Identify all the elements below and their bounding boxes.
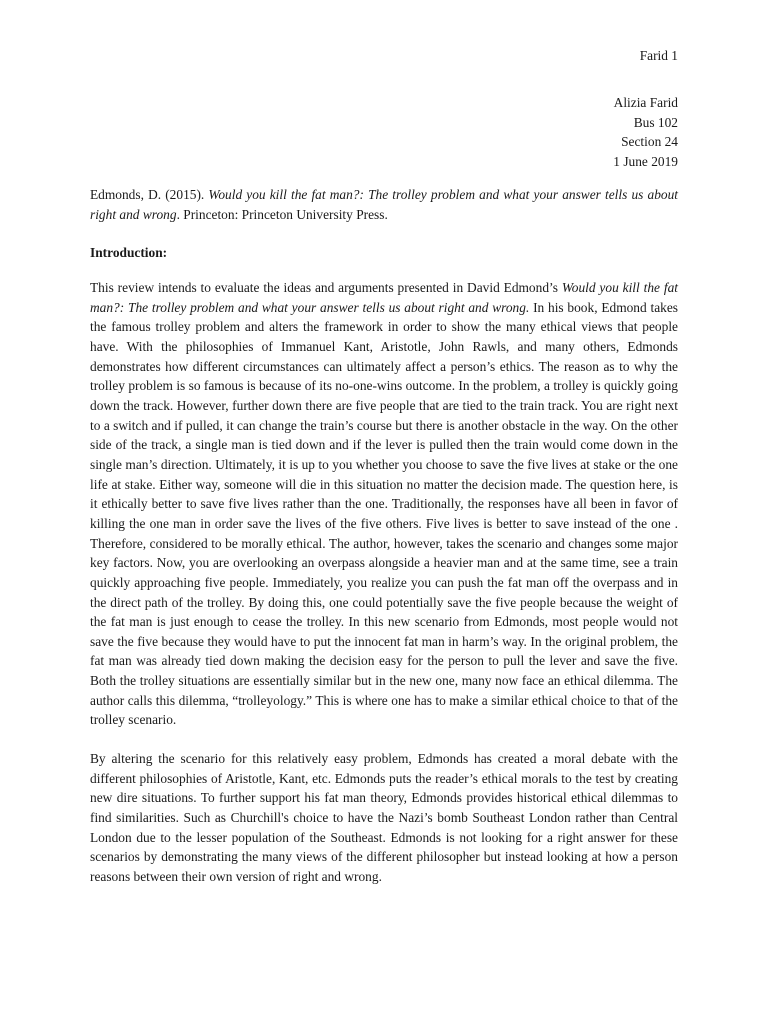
introduction-paragraph-2: By altering the scenario for this relatively easy problem, Edmonds has created a moral debate with the different philosophies of Aristotle, Kant, etc. Edmonds puts the reader’s ethical morals to the test by creating new dire situations. To further support his fat man theory, Edmonds provides historical ethical dilemmas to find similarities. Such as Churchill's choice to have the Nazi’s bomb Southeast London rather than Central London due to the lesser population of the Southeast. Edmonds is not looking for a right answer for these scenarios by demonstrating the many views of the different philosopher but instead looking at how a person reasons between their own version of right and wrong. [90, 751, 678, 884]
author-name: Alizia Farid [613, 95, 678, 110]
citation-prefix: Edmonds, D. (2015). [90, 187, 209, 202]
paragraph-1-body: In his book, Edmond takes the famous trolley problem and alters the framework in order to show the many ethical views that people have. With the philosophies of Immanuel Kant, Aristotle, John Rawls, and many others, Edmonds demonstrates how different circumstances can ultimately affect a person’s ethics. The reason as to why the trolley problem is so famous is because of its no-one-wins outcome. In the problem, a trolley is quickly going down the track. However, further down there are five people that are tied to the train track. You are right next to a switch and if pulled, it can change the train’s course but there is another obstacle in the way. On the other side of the track, a single man is tied down and if the lever is pulled then the train would come down in the single man’s direction. Ultimately, it is up to you whether you choose to save the five lives at stake or the one life at stake. Either way, someone will die in this situation no matter the decision made. The question here, is it ethically better to save five lives rather than the one. Traditionally, the responses have all been in favor of killing the one man in order save the lives of the five others. Five lives is better to save instead of the one . Therefore, considered to be morally ethical. The author, however, takes the scenario and changes some major key factors. Now, you are overlooking an overpass alongside a heavier man and at the same time, see a train quickly approaching five people. Immediately, you realize you can push the fat man off the overpass and in the direct path of the trolley. By doing this, one could potentially save the five people because the weight of the fat man is just enough to cease the trolley. In this new scenario from Edmonds, most people would not save the five because they would have to put the innocent fat man in harm’s way. In the original problem, the fat man was already tied down making the decision easy for the person to pull the lever and save the five. Both the trolley situations are essentially similar but in the new one, many now face an ethical dilemma. The author calls this dilemma, “trolleyology.” This is where one has to make a similar ethical choice to that of the trolley scenario. [90, 299, 678, 728]
citation-suffix: . Princeton: Princeton University Press. [176, 206, 388, 222]
introduction-heading: Introduction: [90, 245, 168, 260]
document-date: 1 June 2019 [613, 153, 678, 169]
page-number: Farid 1 [639, 48, 678, 63]
citation [90, 185, 678, 224]
introduction-paragraph-1 [90, 278, 678, 730]
paragraph-1-book-title: Would you kill the fat man?: The trolley problem and what your answer tells us about right and wrong. [90, 280, 678, 315]
citation-book-title: Would you kill the fat man?: The trolley problem and what your answer tells us about right and wrong [90, 187, 679, 222]
author-block [613, 93, 678, 171]
paragraph-1-lead: This review intends to evaluate the ideas and arguments presented in David Edmond’s [90, 280, 562, 295]
course-name: Bus 102 [633, 114, 678, 130]
section-number: Section 24 [621, 134, 678, 150]
